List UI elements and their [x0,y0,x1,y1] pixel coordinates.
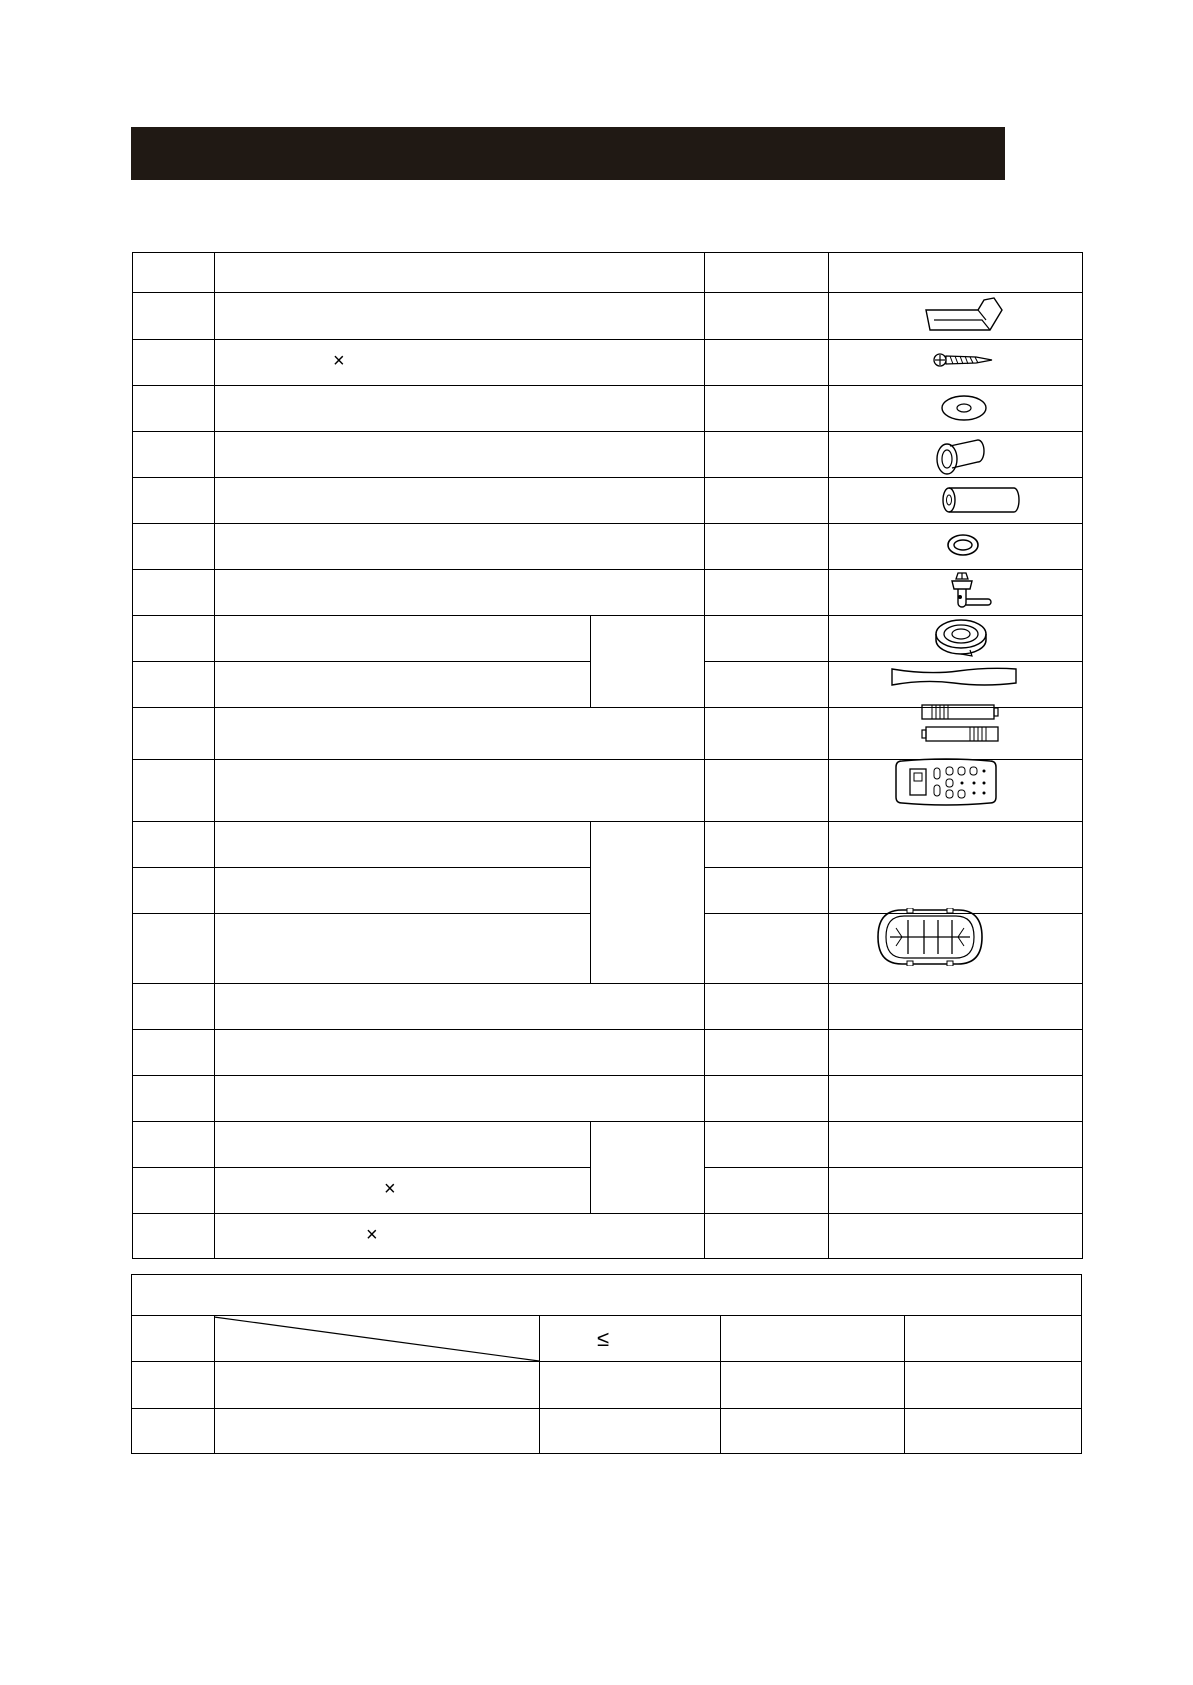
column-divider [214,252,215,1259]
row-divider [132,339,1083,340]
row-divider [704,867,1083,868]
row-divider [132,661,590,662]
row-divider [132,477,1083,478]
air-filter-frame-icon [876,908,984,966]
flat-tape-icon [888,665,1020,689]
self-tapping-screw-icon [932,349,994,371]
column-divider [720,1315,721,1454]
diagonal-header-line [214,1315,540,1362]
row-divider [132,821,1083,822]
row-divider [132,1167,590,1168]
row-divider [132,1121,1083,1122]
remote-controller-icon [894,757,998,807]
column-divider [704,252,705,1259]
row-divider [704,661,1083,662]
row-divider [132,983,1083,984]
coiled-tape-icon [932,614,990,658]
row-divider [132,913,590,914]
merged-cell-divider [590,1121,591,1213]
column-divider [904,1315,905,1454]
multiplier-symbol: × [366,1224,378,1246]
column-divider [828,252,829,1259]
wall-pipe-sleeve-icon [934,434,990,476]
row-divider [132,431,1083,432]
row-divider [704,1167,1083,1168]
batteries-icon [918,702,1002,746]
flat-washer-icon [939,394,989,422]
row-divider [132,1075,1083,1076]
row-divider [132,569,1083,570]
row-divider [132,1213,1083,1214]
merged-cell-divider [590,821,591,983]
row-divider [132,385,1083,386]
less-or-equal-symbol: ≤ [597,1326,610,1351]
section-title [131,142,147,164]
merged-cell-divider [590,615,591,707]
mounting-plate-icon [924,296,1004,334]
drain-joint-icon [944,569,994,615]
pipe-table-border [131,1274,1082,1454]
section-title-bar [131,127,1005,180]
row-divider [132,867,590,868]
seal-ring-icon [945,532,981,558]
row-divider [132,523,1083,524]
row-divider [131,1408,1082,1409]
cylindrical-tube-icon [940,484,1020,516]
row-divider [132,292,1083,293]
row-divider [132,1029,1083,1030]
multiplier-symbol: × [333,350,345,372]
multiplier-symbol: × [384,1178,396,1200]
